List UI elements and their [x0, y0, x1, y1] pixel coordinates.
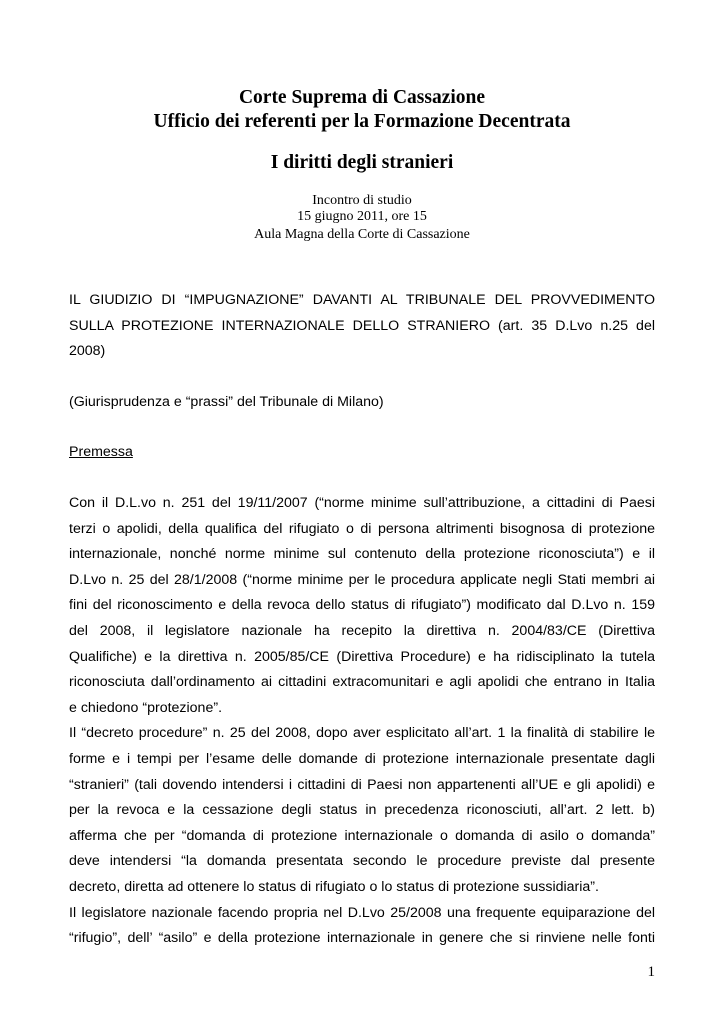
paragraph-line: riconosciuta dall’ordinamento ai cittadini extracomunitari e agli apolidi che entrano in Italia	[69, 674, 655, 691]
court-name: Corte Suprema di Cassazione	[238, 87, 486, 108]
document-topic: I diritti degli stranieri	[270, 152, 454, 173]
paragraph-line: forme e i tempi per l’esame delle domande di protezione internazionale presentate dagli	[69, 750, 655, 767]
paragraph-line: Il “decreto procedure” n. 25 del 2008, dopo aver esplicitato all’art. 1 la finalità di stabilire le	[69, 725, 655, 742]
paragraph-body	[69, 491, 655, 952]
jurisprudence-note: (Giurisprudenza e “prassi” del Tribunale di Milano)	[69, 394, 384, 410]
paragraph-line: “rifugio”, dell’ “asilo” e della protezione internazionale in genere che si rinviene nelle fonti	[69, 930, 655, 947]
section-heading: Premessa	[69, 444, 133, 460]
paragraph-line: internazionale, nonché norme minime sul contenuto della protezione riconosciuta”) e il	[69, 546, 655, 563]
paragraph-line: per la revoca e la cessazione degli status in precedenza riconosciuti, all’art. 2 lett. b)	[69, 802, 655, 819]
paragraph-line: decreto, diretta ad ottenere lo status di rifugiato o lo status di protezione sussidiaria”.	[69, 878, 599, 895]
office-name: Ufficio dei referenti per la Formazione Decentrata	[153, 111, 571, 132]
paragraph-line: terzi o apolidi, della qualifica del rifugiato o di persona altrimenti bisognosa di protezione	[69, 520, 655, 537]
lecture-title-line: SULLA PROTEZIONE INTERNAZIONALE DELLO STRANIERO (art. 35 D.Lvo n.25 del	[69, 317, 655, 334]
paragraph-line: Qualifiche) e la direttiva n. 2005/85/CE (Direttiva Procedure) e ha ridisciplinato la tutela	[69, 648, 655, 665]
paragraph-line: afferma che per “domanda di protezione internazionale o domanda di asilo o domanda”	[69, 827, 655, 844]
paragraph-line: e chiedono “protezione”.	[69, 699, 223, 716]
lecture-title-line: 2008)	[69, 343, 106, 360]
paragraph-line: Con il D.L.vo n. 251 del 19/11/2007 (“norme minime sull’attribuzione, a cittadini di Paesi	[69, 495, 655, 511]
page-number: 1	[647, 964, 655, 980]
meeting-date-time: 15 giugno 2011, ore 15	[297, 209, 427, 224]
lecture-title-line: IL GIUDIZIO DI “IMPUGNAZIONE” DAVANTI AL TRIBUNALE DEL PROVVEDIMENTO	[69, 292, 655, 308]
meeting-venue: Aula Magna della Corte di Cassazione	[254, 227, 470, 242]
paragraph-line: “stranieri” (tali dovendo intendersi i cittadini di Paesi non appartenenti all’UE e gli apolidi) e	[69, 776, 655, 793]
paragraph-line: Il legislatore nazionale facendo propria nel D.Lvo 25/2008 una frequente equiparazione del	[69, 904, 655, 921]
meeting-type: Incontro di studio	[312, 193, 412, 208]
lecture-title	[69, 288, 655, 365]
paragraph-line: D.Lvo n. 25 del 28/1/2008 (“norme minime per le procedura applicate negli Stati membri ai	[69, 571, 655, 588]
paragraph-line: fini del riconoscimento e della revoca dello status di rifugiato”) modificato dal D.Lvo n. 159	[69, 597, 655, 614]
paragraph-line: del 2008, il legislatore nazionale ha recepito la direttiva n. 2004/83/CE (Direttiva	[69, 622, 655, 639]
paragraph-line: deve intendersi “la domanda presentata secondo le procedure previste dal presente	[69, 853, 655, 870]
